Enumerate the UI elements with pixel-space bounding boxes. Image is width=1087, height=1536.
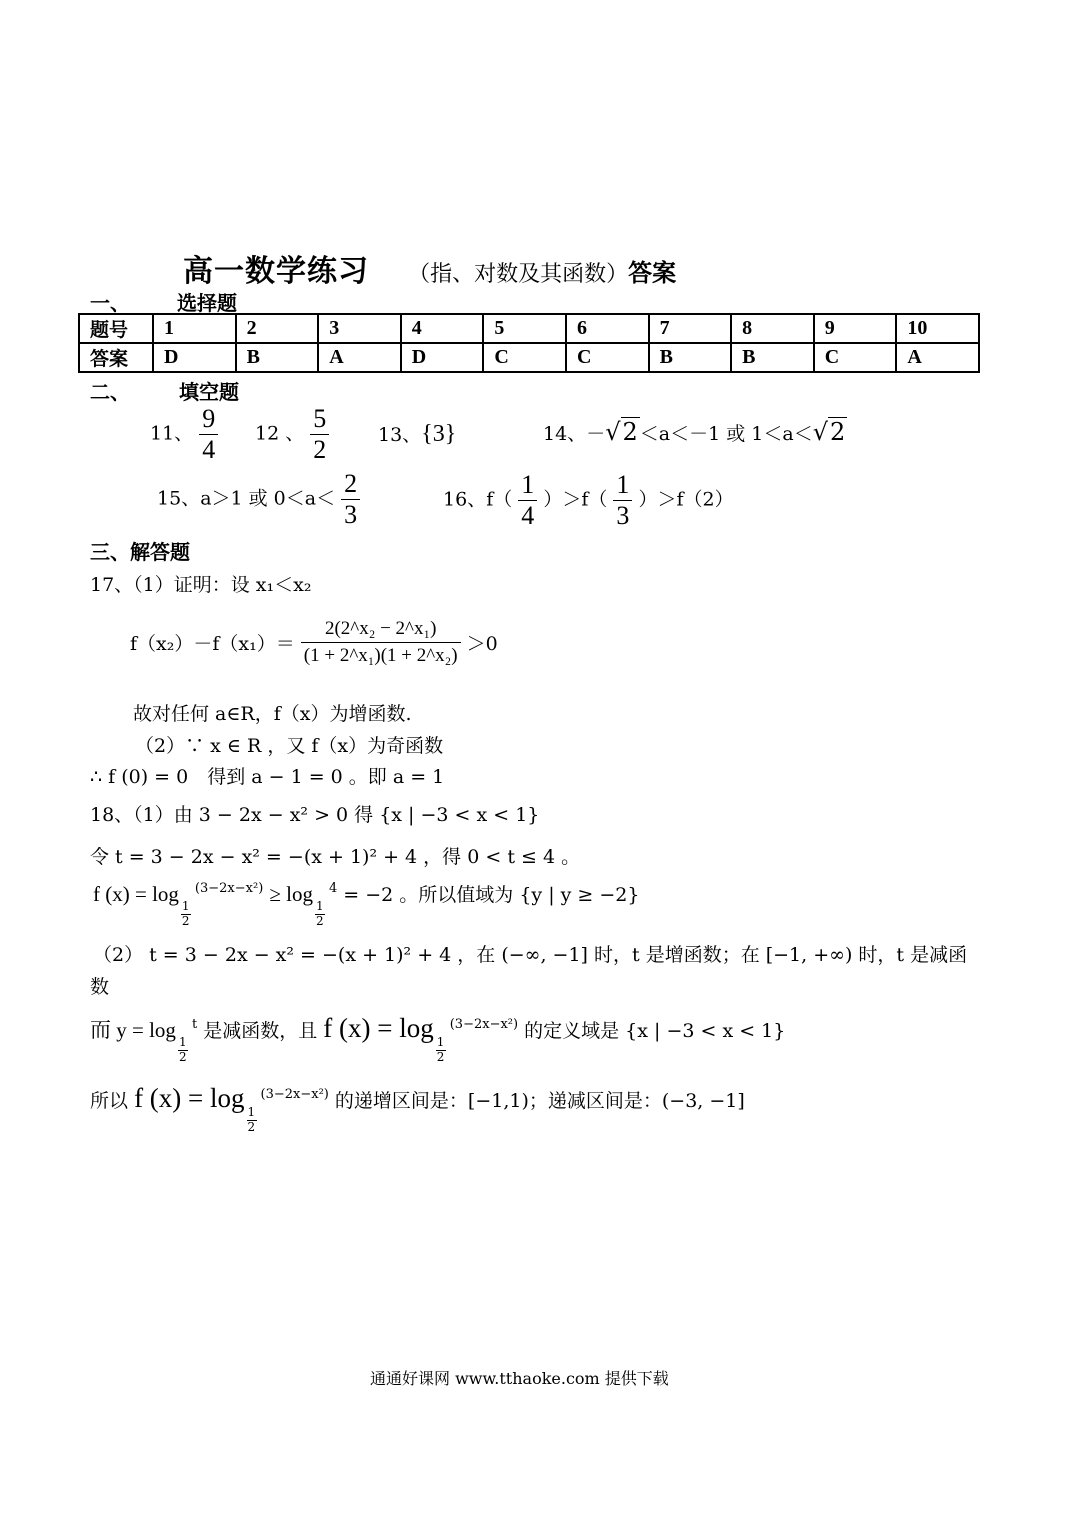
table-cell: 7	[649, 314, 732, 343]
fill-q15	[157, 469, 360, 530]
table-cell: C	[566, 343, 649, 372]
s18-line5	[90, 1013, 786, 1064]
s18-line2: 令 t = 3 − 2x − x² = −(x + 1)² + 4 ，得 0 < t ≤ 4 。	[90, 846, 581, 868]
s18-6-arg: (3−2x−x²)	[260, 1087, 329, 1102]
page-title	[183, 246, 676, 290]
q16-f1: f（	[486, 488, 513, 511]
q16-mid: ）＞f（	[543, 488, 608, 511]
s17-gt: ＞0	[466, 633, 498, 655]
answer-table	[78, 313, 980, 373]
q11-label: 11、	[150, 422, 194, 445]
s18-5-text: 是减函数，且	[203, 1020, 318, 1042]
table-cell: 5	[483, 314, 566, 343]
s18-line4: （2） t = 3 − 2x − x² = −(x + 1)² + 4 ，在 (−∞, −1] 时，t 是增函数；在 [−1, +∞) 时，t 是减函	[93, 944, 968, 966]
log-base	[313, 899, 329, 928]
s18-3-arg: (3−2x−x²)	[194, 881, 264, 896]
s18-line1: 18、（1）由 3 − 2x − x² > 0 得 {x | −3 < x < 1}	[90, 804, 540, 826]
q15-label: 15、	[157, 487, 201, 510]
q16-num-2: 1	[616, 470, 630, 499]
q14-text: ＜a＜－1 或 1＜a＜	[639, 423, 813, 445]
table-cell: 10	[896, 314, 979, 343]
section-fill	[90, 376, 239, 405]
log-base-num: 1	[181, 899, 190, 913]
q13-value: {3}	[421, 421, 457, 447]
section-choice-label: 选择题	[176, 291, 237, 315]
row-header: 答案	[79, 343, 153, 372]
log-base-num: 1	[315, 899, 324, 913]
q13-label: 13、	[378, 424, 422, 446]
table-cell: B	[731, 343, 814, 372]
q15-text: a＞1 或 0＜a＜	[200, 487, 336, 510]
log-base	[176, 1035, 192, 1064]
table-cell: 6	[566, 314, 649, 343]
log-base-den: 2	[247, 1120, 256, 1134]
s17-line3: ∴ f (0) = 0 得到 a − 1 = 0 。即 a = 1	[90, 766, 445, 788]
log-base-den: 2	[436, 1050, 445, 1064]
s17-equation	[130, 616, 498, 669]
s17-lhs: f（x₂）－f（x₁）＝	[130, 633, 295, 655]
s17-fraction	[301, 616, 461, 669]
q14-sqrt: √2	[605, 418, 638, 446]
q16-end: ）＞f（2）	[638, 488, 734, 511]
section-solutions: 三、解答题	[90, 540, 190, 564]
table-cell: 1	[153, 314, 236, 343]
section-choice	[90, 287, 237, 316]
q11-num: 9	[202, 404, 216, 433]
fill-q16	[443, 470, 734, 531]
table-cell: C	[483, 343, 566, 372]
s17-den: (1 + 2^x₁)(1 + 2^x₂)	[301, 642, 461, 669]
table-row	[79, 314, 979, 343]
table-cell: 2	[236, 314, 319, 343]
table-row	[79, 343, 979, 372]
q16-den-1: 4	[518, 500, 537, 531]
table-cell: 9	[814, 314, 897, 343]
log-base-den: 2	[315, 914, 324, 928]
table-cell: C	[814, 343, 897, 372]
section-choice-num: 一、	[90, 291, 130, 315]
q14-radicand: 2	[622, 418, 638, 446]
table-cell: B	[649, 343, 732, 372]
s17-line1: 17、（1）证明：设 x₁＜x₂	[90, 574, 312, 596]
q16-fraction-1	[518, 470, 537, 531]
s18-3-rest: = −2 。所以值域为 {y | y ≥ −2}	[343, 884, 640, 906]
log-base-den: 2	[178, 1050, 187, 1064]
s18-6-so: 所以	[90, 1090, 129, 1112]
fill-q11	[150, 404, 218, 465]
q16-label: 16、	[443, 488, 487, 511]
section-fill-num: 二、	[90, 380, 130, 404]
footer: 通通好课网 www.tthaoke.com 提供下载	[370, 1369, 669, 1388]
fill-q14	[543, 418, 847, 446]
s18-6-f: f (x) = log	[134, 1083, 245, 1113]
s17-line2: （2）∵ x ∈ R ，又 f（x）为奇函数	[135, 735, 444, 757]
log-base-num: 1	[247, 1105, 256, 1119]
section-fill-label: 填空题	[178, 380, 239, 404]
log-base	[179, 899, 195, 928]
q16-den-2: 3	[613, 500, 632, 531]
log-base	[245, 1105, 261, 1134]
q14-radicand-2: 2	[830, 418, 846, 446]
table-cell: 8	[731, 314, 814, 343]
q14-label: 14、	[543, 423, 587, 445]
q11-den: 4	[199, 434, 218, 465]
title-main: 高一数学练习	[183, 254, 369, 289]
table-cell: A	[896, 343, 979, 372]
s18-5-y: 而 y = log	[90, 1018, 176, 1042]
table-cell: 4	[401, 314, 484, 343]
fill-q13	[378, 420, 456, 448]
table-cell: D	[153, 343, 236, 372]
row-header: 题号	[79, 314, 153, 343]
q14-minus: －	[586, 423, 606, 445]
s18-3-ge: ≥ log	[269, 882, 313, 906]
table-cell: D	[401, 343, 484, 372]
log-base-num: 1	[178, 1035, 187, 1049]
q16-num-1: 1	[521, 470, 535, 499]
table-cell: B	[236, 343, 319, 372]
q16-fraction-2	[613, 470, 632, 531]
s18-5-f: f (x) = log	[323, 1013, 434, 1043]
s18-3-log: f (x) = log	[93, 882, 179, 906]
q14-sqrt-2: √2	[812, 418, 846, 446]
table-cell: A	[318, 343, 401, 372]
title-sub: （指、对数及其函数）	[408, 262, 629, 287]
title-tail: 答案	[628, 258, 677, 287]
s18-5-domain: 的定义域是 {x | −3 < x < 1}	[524, 1020, 786, 1042]
log-base	[434, 1035, 450, 1064]
fill-q12	[255, 404, 329, 465]
s18-6-intervals: 的递增区间是：[−1,1)；递减区间是：(−3, −1]	[334, 1090, 745, 1112]
q15-den: 3	[341, 499, 360, 530]
s18-line4b: 数	[90, 976, 110, 998]
s18-5-arg: (3−2x−x²)	[449, 1017, 519, 1032]
q12-den: 2	[310, 434, 329, 465]
q12-fraction	[310, 404, 329, 465]
log-base-den: 2	[181, 914, 190, 928]
s18-5-t: t	[191, 1017, 198, 1032]
s17-num: 2(2^x₂ − 2^x₁)	[324, 618, 437, 639]
q15-fraction	[341, 469, 360, 530]
q15-num: 2	[344, 469, 358, 498]
s18-line3	[93, 880, 640, 928]
table-cell: 3	[318, 314, 401, 343]
q12-num: 5	[313, 404, 327, 433]
s18-3-four: 4	[328, 881, 338, 896]
log-base-num: 1	[436, 1035, 445, 1049]
q11-fraction	[199, 404, 218, 465]
q12-label: 12 、	[255, 422, 305, 445]
s18-line6	[90, 1083, 745, 1134]
s17-conclude: 故对任何 a∈R，f（x）为增函数.	[133, 703, 412, 725]
